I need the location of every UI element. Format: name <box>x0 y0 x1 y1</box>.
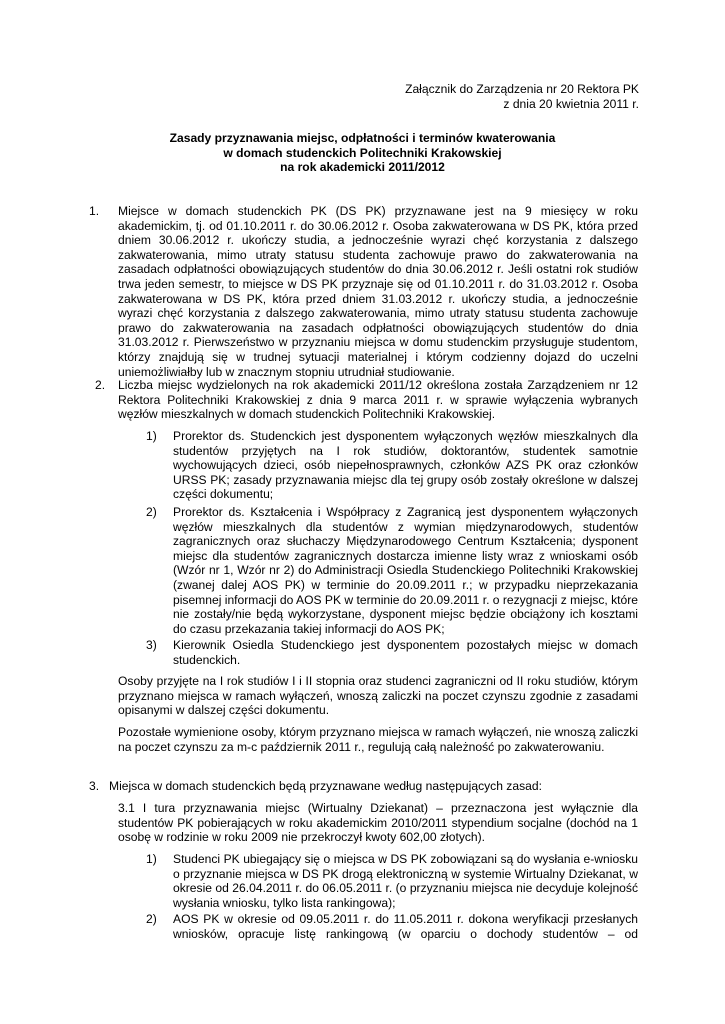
section-3-text: Miejsca w domach studenckich będą przyznawane według następujących zasad: <box>109 779 542 793</box>
section-2-paragraph-1: Osoby przyjęte na I rok studiów I i II stopnia oraz studenci zagraniczni od II roku studiów, którym przyznano miejsca w ramach wyłączeń, wnoszą zaliczki na poczet czynszu zgodnie z zasadami opisanymi w dalszej części dokumentu. <box>118 674 638 718</box>
section-2-number: 2. <box>95 378 106 392</box>
section-2-item-2-number: 2) <box>146 505 157 519</box>
section-3-1-text: 3.1 I tura przyznawania miejsc (Wirtualny Dziekanat) – przeznaczona jest wyłącznie dla studentów PK pobierających w roku akademickim 2010/2011 stypendium socjalne (dochód na 1 osobę w rodzinie w roku 2009 nie przekroczył kwoty 602,00 złotych). <box>118 801 638 845</box>
section-2-item-3-text: Kierownik Osiedla Studenckiego jest dysponentem pozostałych miejsc w domach studenckich. <box>173 638 638 667</box>
section-2-item-3-number: 3) <box>146 638 157 652</box>
section-3-item-2-number: 2) <box>146 912 157 926</box>
attachment-line-1: Załącznik do Zarządzenia nr 20 Rektora PK <box>405 82 639 96</box>
section-2-item-1-text: Prorektor ds. Studenckich jest dysponentem wyłączonych węzłów mieszkalnych dla studentów przyjętych na I rok studiów, doktorantów, studentek samotnie wychowujących dzieci, osób niepełnosprawnych, członków AZS PK oraz członków URSS PK; zasady przyznawania miejsc dla tej grupy osób zostały określone w dalszej części dokumentu; <box>173 429 638 502</box>
title-line-1: Zasady przyznawania miejsc, odpłatności i terminów kwaterowania <box>169 131 556 145</box>
section-3-item-1-number: 1) <box>146 852 157 866</box>
attachment-note <box>405 82 639 111</box>
section-2-item-2-text: Prorektor ds. Kształcenia i Współpracy z Zagranicą jest dysponentem wyłączonych węzłów mieszkalnych dla studentów z wymian międzynarodowych, studentów zagranicznych oraz słuchaczy Międzynarodowego Centrum Kształcenia; dysponent miejsc dla studentów zagranicznych dostarcza imienne listy wraz z wnioskami osób (Wzór nr 1, Wzór nr 2) do Administracji Osiedla Studenckiego Politechniki Krakowskiej (zwanej dalej AOS PK) w terminie do 20.09.2011 r.; w przypadku nieprzekazania pisemnej informacji do AOS PK w terminie do 20.09.2011 r. o rezygnacji z miejsc, które nie zostały/nie będą wykorzystane, dysponent miejsc będzie obciążony ich kosztami do czasu przekazania takiej informacji do AOS PK; <box>173 505 638 636</box>
document-title <box>0 131 725 175</box>
section-2-item-1-number: 1) <box>146 429 157 443</box>
section-2-paragraph-2: Pozostałe wymienione osoby, którym przyznano miejsca w ramach wyłączeń, nie wnoszą zaliczki na poczet czynszu za m-c październik 2011 r., regulują całą należność po zakwaterowaniu. <box>118 725 639 754</box>
section-1-text: Miejsce w domach studenckich PK (DS PK) przyznawane jest na 9 miesięcy w roku akademickim, tj. od 01.10.2011 r. do 30.06.2012 r. Osoba zakwaterowana w DS PK, która przed dniem 30.06.2012 r. ukończy studia, a jednocześnie wyrazi chęć korzystania z dalszego zakwaterowania, mimo utraty statusu studenta zachowuje prawo do zakwaterowania na zasadach odpłatności obowiązujących studentów do dnia 30.06.2012 r. Jeśli ostatni rok studiów trwa jeden semestr, to miejsce w DS PK przyznaje się od 01.10.2011 r. do 31.03.2012 r. Osoba zakwaterowana w DS PK, która przed dniem 31.03.2012 r. ukończy studia, a jednocześnie wyrazi chęć korzystania z dalszego zakwaterowania, mimo utraty statusu studenta zachowuje prawo do zakwaterowania na zasadach odpłatności obowiązujących studentów do dnia 31.03.2012 r. Pierwszeństwo w przyznaniu miejsca w domu studenckim przysługuje studentom, którzy znajdują się w trudnej sytuacji materialnej i którym codzienny dojazd do uczelni uniemożliwiałby lub w znacznym stopniu utrudniał studiowanie. <box>118 204 638 379</box>
section-3-item-1-text: Studenci PK ubiegający się o miejsca w DS PK zobowiązani są do wysłania e-wniosku o przyznanie miejsca w DS PK drogą elektroniczną w systemie Wirtualny Dziekanat, w okresie od 26.04.2011 r. do 06.05.2011 r. (o przyznaniu miejsca nie decyduje kolejność wysłania wniosku, tylko lista rankingowa); <box>173 852 638 910</box>
section-3-number: 3. <box>89 779 100 793</box>
attachment-line-2: z dnia 20 kwietnia 2011 r. <box>503 96 639 111</box>
title-line-3: na rok akademicki 2011/2012 <box>280 160 445 175</box>
section-1-number: 1. <box>89 204 100 218</box>
title-line-2: w domach studenckich Politechniki Krakowskiej <box>223 145 502 160</box>
section-2-text: Liczba miejsc wydzielonych na rok akademicki 2011/12 określona została Zarządzeniem nr 12 Rektora Politechniki Krakowskiej z dnia 9 marca 2011 r. w sprawie wyłączenia wybranych węzłów mieszkalnych w domach studenckich Politechniki Krakowskiej. <box>118 378 638 422</box>
section-3-item-2-text: AOS PK w okresie od 09.05.2011 r. do 11.05.2011 r. dokona weryfikacji przesłanych wniosków, opracuje listę rankingową (w oparciu o dochody studentów – od <box>173 912 638 941</box>
